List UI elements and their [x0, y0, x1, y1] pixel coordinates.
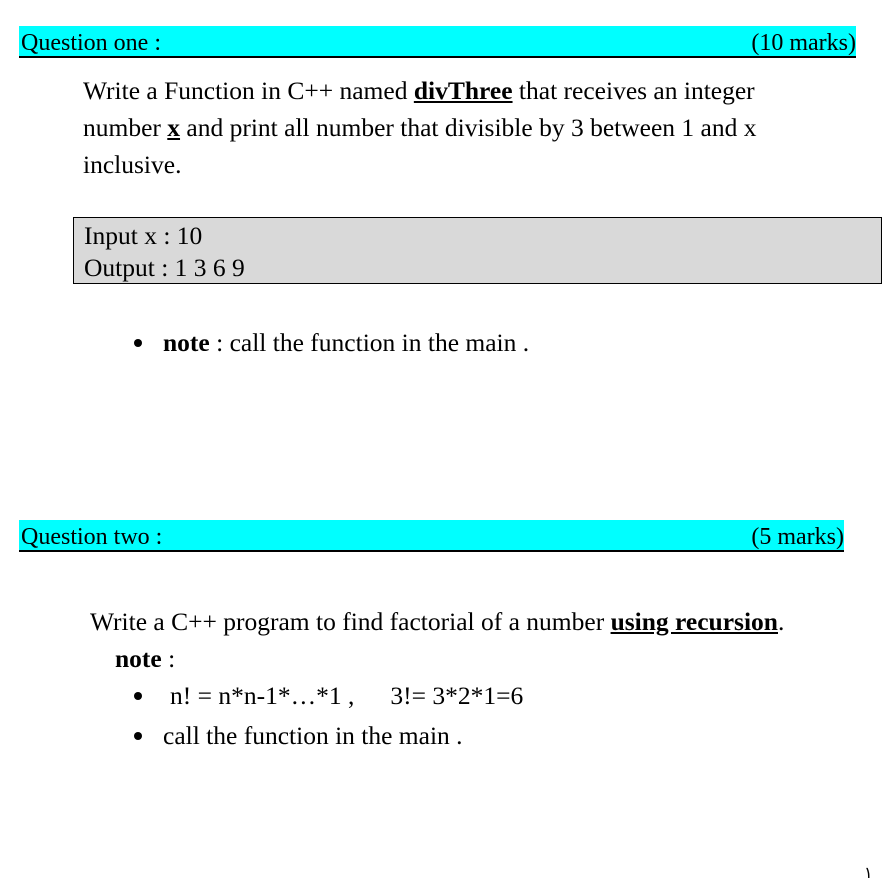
- bullet-icon: [134, 339, 142, 347]
- q2-bullet-factorial-definition: [170, 679, 523, 713]
- bullet-icon: [134, 732, 142, 740]
- q1-line-2: number x and print all number that divisible by 3 between 1 and x: [83, 113, 757, 142]
- page-number: ١: [864, 865, 873, 882]
- question-one-marks: (10 marks): [751, 30, 856, 56]
- q2-note-label: note: [115, 644, 162, 673]
- q1-note: [163, 326, 529, 360]
- question-one-header: [19, 26, 856, 58]
- example-io-box: [73, 217, 882, 284]
- question-two-description: Write a C++ program to find factorial of a number using recursion.: [90, 607, 785, 636]
- factorial-example: 3!= 3*2*1=6: [390, 681, 524, 710]
- q1-note-text: : call the function in the main .: [209, 328, 530, 357]
- question-one-description: [83, 72, 873, 183]
- q2-note-heading: note :: [115, 644, 176, 673]
- q1-line-1: Write a Function in C++ named divThree that receives an integer: [83, 76, 755, 105]
- question-two-title: Question two :: [21, 524, 163, 550]
- example-output: Output : 1 3 6 9: [84, 253, 245, 282]
- q1-line-3: inclusive.: [83, 150, 182, 179]
- using-recursion-emphasis: using recursion: [610, 607, 778, 636]
- bullet-icon: [134, 692, 142, 700]
- variable-x: x: [167, 113, 181, 142]
- example-input: Input x : 10: [84, 221, 203, 250]
- factorial-formula: n! = n*n-1*…*1 ,: [170, 681, 355, 710]
- q1-note-label: note: [163, 328, 210, 357]
- function-name-divthree: divThree: [413, 76, 513, 105]
- question-two-marks: (5 marks): [751, 524, 844, 550]
- q2-bullet-call-main: call the function in the main .: [163, 721, 463, 750]
- question-two-header: [19, 520, 844, 552]
- question-one-title: Question one :: [21, 30, 161, 56]
